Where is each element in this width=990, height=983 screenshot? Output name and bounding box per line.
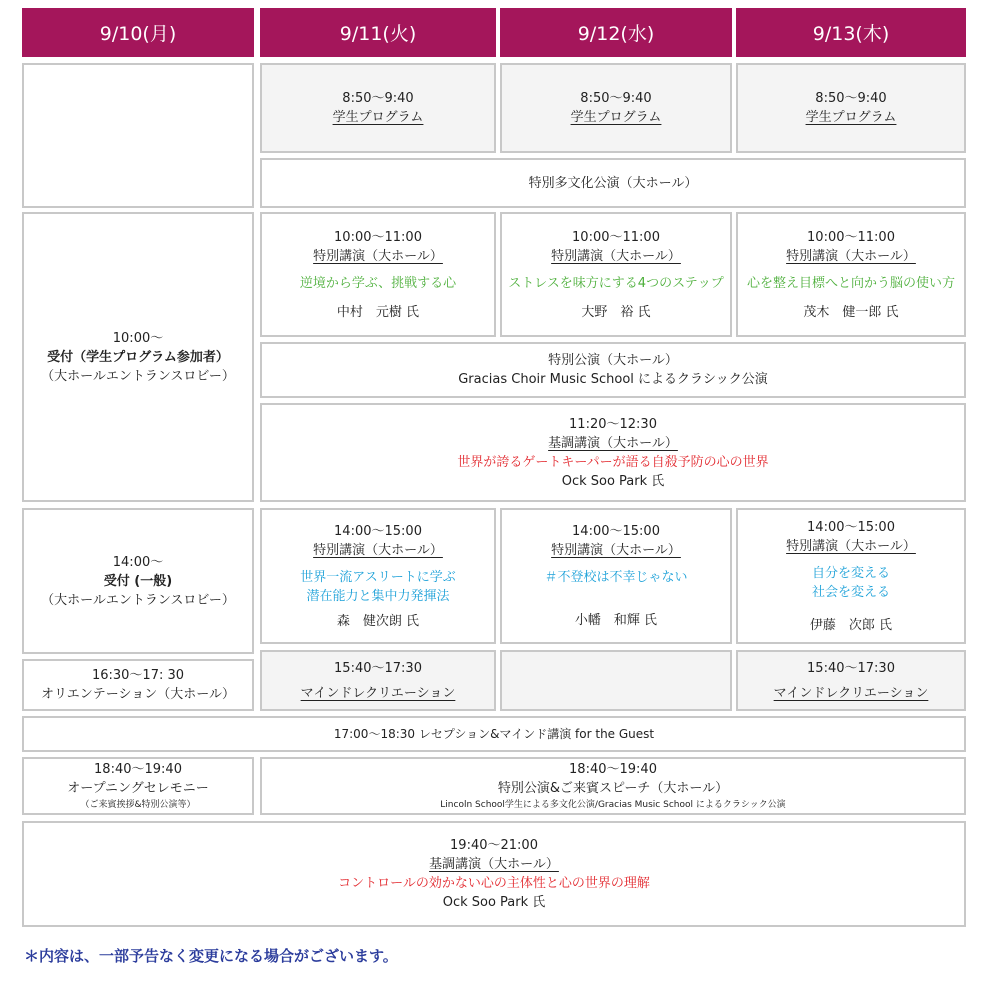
evening-special-cell <box>260 757 966 815</box>
lecture-title-link[interactable]: 特別講演（大ホール） <box>551 543 681 558</box>
lecture-title-link[interactable]: 特別講演（大ホール） <box>313 542 443 558</box>
day-header-0911: 9/11(火) <box>260 8 496 57</box>
lecture-title-link[interactable]: 特別講演（大ホール） <box>551 248 681 264</box>
lecture-am-0912 <box>500 212 732 337</box>
student-program-link[interactable]: 学生プログラム <box>570 110 662 125</box>
keynote-title-link[interactable]: 基調講演（大ホール） <box>429 857 559 872</box>
reception-general-cell <box>22 508 254 654</box>
lecture-title-link[interactable]: 特別講演（大ホール） <box>313 248 443 264</box>
student-program-0912 <box>500 63 732 153</box>
lecture-theme: 逆境から学ぶ、挑戦する心 <box>299 275 457 291</box>
reception-student-cell <box>22 212 254 502</box>
time-label: 10:00～11:00 <box>807 229 895 245</box>
lecture-theme-line2: 潜在能力と集中力発揮法 <box>306 588 450 604</box>
reception-title: 受付 (一般) <box>103 573 173 589</box>
student-program-link[interactable]: 学生プログラム <box>805 110 897 125</box>
evening-special-sub: Lincoln School学生による多文化公演/Gracias Music School によるクラシック公演 <box>440 800 786 810</box>
lecture-theme-line2: 社会を変える <box>811 584 890 600</box>
time-label: 15:40～17:30 <box>807 660 895 676</box>
guest-reception-label: 17:00～18:30 レセプション&マインド講演 for the Guest <box>333 726 655 741</box>
lecture-theme: 心を整え目標へと向かう脳の使い方 <box>746 275 955 291</box>
keynote-pm-cell <box>22 821 966 927</box>
student-program-0911 <box>260 63 496 153</box>
keynote-title-link[interactable]: 基調講演（大ホール） <box>548 435 678 451</box>
day-header-0912: 9/12(水) <box>500 8 732 57</box>
time-label: 8:50～9:40 <box>342 91 414 106</box>
lecture-theme-line1: 世界一流アスリートに学ぶ <box>300 569 456 585</box>
mind-recreation-0911 <box>260 650 496 711</box>
time-label: 10:00～11:00 <box>572 229 660 245</box>
concert-desc: Gracias Choir Music School によるクラシック公演 <box>458 372 768 387</box>
lecture-title-link[interactable]: 特別講演（大ホール） <box>786 538 916 554</box>
tabunka-concert-cell <box>260 158 966 208</box>
lecture-pm-0911 <box>260 508 496 644</box>
keynote-theme: コントロールの効かない心の主体性と心の世界の理解 <box>338 876 650 891</box>
lecture-am-0911 <box>260 212 496 337</box>
orientation-title: オリエンテーション（大ホール） <box>41 687 235 702</box>
time-label: 16:30～17: 30 <box>91 668 185 683</box>
reception-title: 受付（学生プログラム参加者） <box>47 349 229 365</box>
tabunka-label: 特別多文化公演（大ホール） <box>528 175 698 191</box>
keynote-am-cell <box>260 403 966 502</box>
student-program-link[interactable]: 学生プログラム <box>332 110 424 125</box>
time-label: 15:40～17:30 <box>334 660 422 676</box>
speaker-name: 伊藤 次郎 氏 <box>809 617 893 633</box>
speaker-name: Ock Soo Park 氏 <box>442 895 546 910</box>
time-label: 11:20～12:30 <box>569 416 657 432</box>
time-label: 14:00～15:00 <box>572 524 660 539</box>
lecture-theme-line1: ＃不登校は不幸じゃない <box>544 570 688 585</box>
mind-recreation-link[interactable]: マインドレクリエーション <box>300 685 456 701</box>
special-concert-cell <box>260 342 966 398</box>
orientation-cell <box>22 659 254 711</box>
day-header-0913: 9/13(木) <box>736 8 966 57</box>
lecture-pm-0912 <box>500 508 732 644</box>
empty-cell-0912-afternoon <box>500 650 732 711</box>
speaker-name: 森 健次朗 氏 <box>336 613 420 629</box>
reception-place: （大ホールエントランスロビー） <box>41 592 235 608</box>
time-label: 19:40～21:00 <box>450 838 538 853</box>
speaker-name: 小幡 和輝 氏 <box>574 613 658 628</box>
lecture-theme-line1: 自分を変える <box>811 565 890 581</box>
day-header-0910: 9/10(月) <box>22 8 254 57</box>
opening-title: オープニングセレモニー <box>67 781 209 796</box>
evening-special-title: 特別公演&ご来賓スピーチ（大ホール） <box>497 781 729 796</box>
student-program-0913 <box>736 63 966 153</box>
footnote: ＊内容は、一部予告なく変更になる場合がございます。 <box>24 947 398 965</box>
time-label: 14:00～15:00 <box>334 523 422 539</box>
empty-cell-0910-morning <box>22 63 254 208</box>
time-label: 18:40～19:40 <box>569 762 657 777</box>
lecture-theme: ストレスを味方にする4つのステップ <box>508 275 724 291</box>
speaker-name: Ock Soo Park 氏 <box>561 473 665 489</box>
time-label: 10:00～ <box>112 330 164 346</box>
speaker-name: 茂木 健一郎 氏 <box>803 304 899 320</box>
lecture-am-0913 <box>736 212 966 337</box>
time-label: 18:40～19:40 <box>94 762 182 777</box>
time-label: 14:00～ <box>112 554 164 570</box>
reception-place: （大ホールエントランスロビー） <box>41 368 235 384</box>
time-label: 8:50～9:40 <box>815 91 887 106</box>
speaker-name: 中村 元樹 氏 <box>336 304 420 320</box>
lecture-title-link[interactable]: 特別講演（大ホール） <box>786 248 916 264</box>
time-label: 14:00～15:00 <box>807 519 895 535</box>
concert-title: 特別公演（大ホール） <box>548 353 678 368</box>
keynote-theme: 世界が誇るゲートキーパーが語る自殺予防の心の世界 <box>457 454 769 470</box>
mind-recreation-link[interactable]: マインドレクリエーション <box>773 685 929 701</box>
lecture-pm-0913 <box>736 508 966 644</box>
time-label: 10:00～11:00 <box>334 229 422 245</box>
time-label: 8:50～9:40 <box>580 91 652 106</box>
opening-sub: （ご来賓挨拶&特別公演等） <box>80 800 196 810</box>
mind-recreation-0913 <box>736 650 966 711</box>
opening-ceremony-cell <box>22 757 254 815</box>
speaker-name: 大野 裕 氏 <box>581 304 651 320</box>
guest-reception-cell <box>22 716 966 752</box>
